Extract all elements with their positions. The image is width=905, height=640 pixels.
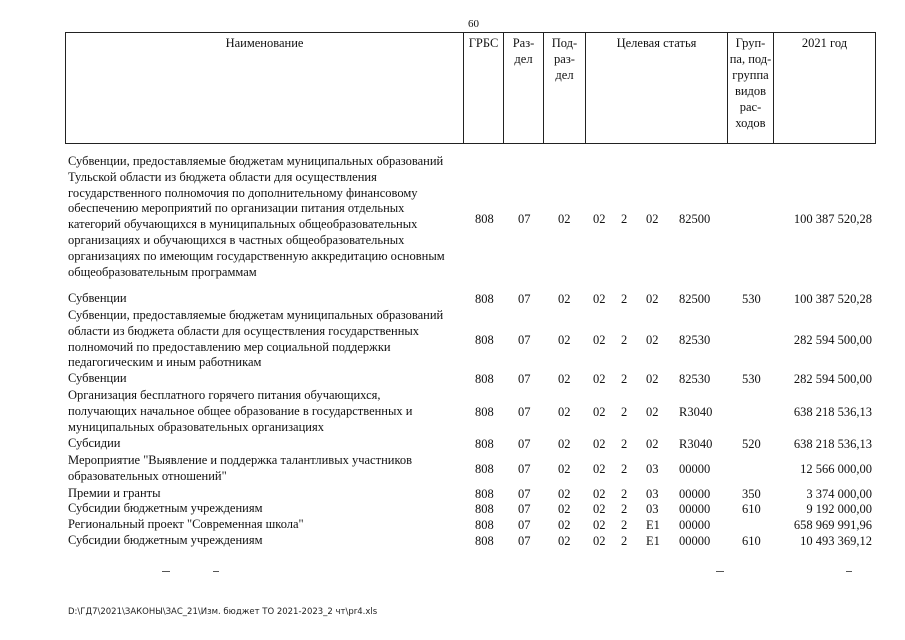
row-name-line: Субвенции [68, 371, 127, 385]
cell-t2: 2 [621, 372, 628, 386]
row-name-line: образовательных отношений" [68, 468, 227, 483]
cell-t3: 02 [646, 292, 659, 306]
cell-group: 530 [742, 372, 761, 386]
cell-t2: 2 [621, 292, 628, 306]
header-group-line: группа [732, 68, 769, 82]
cell-podrazdel: 02 [558, 462, 571, 476]
row-name-line: Субсидии бюджетным учреждениям [68, 501, 263, 515]
row-name [68, 501, 463, 517]
header-group-line: па, под- [729, 52, 772, 66]
cell-t4: 82530 [679, 372, 711, 386]
cell-amount: 638 218 536,13 [793, 405, 872, 419]
cell-t3: 03 [646, 502, 659, 516]
row-name [68, 533, 463, 549]
cell-t2: 2 [621, 437, 628, 451]
cell-t1: 02 [593, 437, 606, 451]
header-grbs [463, 33, 503, 143]
cell-group: 610 [742, 502, 761, 516]
cell-razdel: 07 [518, 462, 531, 476]
cell-t1: 02 [593, 462, 606, 476]
cell-grbs: 808 [475, 518, 494, 532]
cell-razdel: 07 [518, 405, 531, 419]
row-name-line: обеспечению мероприятий по организации питания отдельных [68, 201, 405, 216]
footer-file-path: D:\ГД7\2021\ЗАКОНЫ\ЗАС_21\Изм. бюджет ТО 2021-2023_2 чт\pr4.xls [68, 607, 378, 617]
cell-grbs: 808 [475, 462, 494, 476]
row-name-line: области из бюджета области для осуществления государственных [68, 323, 420, 338]
row-name-line: Субсидии бюджетным учреждениям [68, 533, 263, 547]
header-razdel-line: дел [514, 52, 533, 66]
cell-t1: 02 [593, 405, 606, 419]
cell-t2: 2 [621, 462, 628, 476]
cell-podrazdel: 02 [558, 292, 571, 306]
cell-t3: 02 [646, 372, 659, 386]
row-name-line: Субвенции [68, 291, 127, 305]
cell-group: 520 [742, 437, 761, 451]
header-podrazdel-line: Под- [551, 36, 578, 50]
header-group-line: видов [734, 84, 767, 98]
row-name-line: муниципальных образовательных организациях [68, 419, 324, 434]
scan-mark [846, 571, 852, 572]
header-podrazdel-line: раз- [554, 52, 575, 66]
row-name-line: Субвенции, предоставляемые бюджетам муниципальных образований [68, 154, 444, 168]
cell-grbs: 808 [475, 333, 494, 347]
header-name-label: Наименование [225, 36, 304, 50]
cell-t4: 00000 [679, 534, 711, 548]
cell-razdel: 07 [518, 212, 531, 226]
header-grbs-label: ГРБС [468, 36, 499, 50]
row-name-line: Организация бесплатного горячего питания обучающихся, [68, 388, 381, 402]
cell-razdel: 07 [518, 333, 531, 347]
cell-podrazdel: 02 [558, 437, 571, 451]
row-name-line: организациях и обучающихся в частных общеобразовательных [68, 232, 405, 247]
row-name-line: Субвенции, предоставляемые бюджетам муниципальных образований [68, 308, 444, 322]
cell-t2: 2 [621, 502, 628, 516]
cell-amount: 100 387 520,28 [793, 292, 872, 306]
cell-razdel: 07 [518, 534, 531, 548]
row-name-line: общеобразовательным программам [68, 264, 257, 279]
scan-mark [213, 571, 219, 572]
cell-t2: 2 [621, 212, 628, 226]
cell-group: 610 [742, 534, 761, 548]
cell-t4: 82500 [679, 212, 711, 226]
cell-grbs: 808 [475, 212, 494, 226]
cell-t3: 02 [646, 333, 659, 347]
header-name [66, 33, 463, 143]
header-target-label: Целевая статья [616, 36, 697, 50]
cell-t2: 2 [621, 518, 628, 532]
cell-t2: 2 [621, 487, 628, 501]
cell-group: 350 [742, 487, 761, 501]
cell-grbs: 808 [475, 502, 494, 516]
header-target [585, 33, 727, 143]
cell-podrazdel: 02 [558, 405, 571, 419]
row-name [68, 308, 463, 371]
cell-amount: 282 594 500,00 [793, 333, 872, 347]
cell-grbs: 808 [475, 534, 494, 548]
cell-t4: R3040 [679, 405, 713, 419]
row-name [68, 371, 463, 387]
table-header [65, 32, 876, 144]
row-name [68, 388, 463, 435]
cell-razdel: 07 [518, 502, 531, 516]
row-name-line: Премии и гранты [68, 486, 161, 500]
cell-t3: E1 [646, 534, 660, 548]
cell-podrazdel: 02 [558, 212, 571, 226]
cell-t3: 03 [646, 487, 659, 501]
scan-mark [716, 571, 724, 572]
cell-podrazdel: 02 [558, 372, 571, 386]
cell-t4: 82500 [679, 292, 711, 306]
header-year-label: 2021 год [801, 36, 848, 50]
row-name-line: государственного полномочия по дополнительному финансовому [68, 185, 418, 200]
cell-t3: 02 [646, 212, 659, 226]
row-name-line: педагогическим и иным работникам [68, 355, 262, 370]
cell-t4: 00000 [679, 462, 711, 476]
row-name [68, 291, 463, 307]
cell-amount: 282 594 500,00 [793, 372, 872, 386]
cell-razdel: 07 [518, 487, 531, 501]
cell-t1: 02 [593, 333, 606, 347]
cell-grbs: 808 [475, 405, 494, 419]
row-name-line: полномочий по предоставлению мер социальной поддержки [68, 339, 391, 354]
cell-amount: 3 374 000,00 [806, 487, 872, 501]
cell-podrazdel: 02 [558, 518, 571, 532]
cell-podrazdel: 02 [558, 333, 571, 347]
cell-grbs: 808 [475, 372, 494, 386]
cell-amount: 9 192 000,00 [806, 502, 872, 516]
page-number: 60 [468, 18, 479, 30]
cell-t1: 02 [593, 518, 606, 532]
cell-t1: 02 [593, 292, 606, 306]
row-name [68, 486, 463, 502]
cell-t3: 02 [646, 405, 659, 419]
row-name-line: категорий обучающихся в муниципальных общеобразовательных [68, 217, 418, 232]
cell-t1: 02 [593, 502, 606, 516]
cell-amount: 12 566 000,00 [800, 462, 872, 476]
cell-podrazdel: 02 [558, 487, 571, 501]
header-podrazdel-line: дел [555, 68, 574, 82]
row-name-line: Субсидии [68, 436, 121, 450]
cell-amount: 100 387 520,28 [793, 212, 872, 226]
header-podrazdel [543, 33, 585, 143]
header-group-line: Груп- [735, 36, 766, 50]
row-name-line: Мероприятие "Выявление и поддержка талантливых участников [68, 453, 413, 467]
row-name [68, 436, 463, 452]
header-group [727, 33, 773, 143]
cell-razdel: 07 [518, 372, 531, 386]
row-name-line: Региональный проект "Современная школа" [68, 517, 304, 531]
cell-amount: 658 969 991,96 [793, 518, 872, 532]
cell-t2: 2 [621, 405, 628, 419]
cell-amount: 10 493 369,12 [800, 534, 872, 548]
cell-t4: 82530 [679, 333, 711, 347]
row-name [68, 453, 463, 485]
cell-t4: R3040 [679, 437, 713, 451]
cell-podrazdel: 02 [558, 534, 571, 548]
cell-t2: 2 [621, 534, 628, 548]
header-year [773, 33, 875, 143]
scan-mark [162, 571, 170, 572]
header-group-line: ходов [735, 116, 766, 130]
cell-t4: 00000 [679, 518, 711, 532]
header-group-line: рас- [739, 100, 762, 114]
cell-t3: 02 [646, 437, 659, 451]
cell-t1: 02 [593, 212, 606, 226]
header-razdel-line: Раз- [512, 36, 535, 50]
cell-t3: E1 [646, 518, 660, 532]
header-razdel [503, 33, 543, 143]
cell-group: 530 [742, 292, 761, 306]
row-name [68, 517, 463, 533]
cell-razdel: 07 [518, 518, 531, 532]
cell-grbs: 808 [475, 437, 494, 451]
cell-podrazdel: 02 [558, 502, 571, 516]
cell-t1: 02 [593, 534, 606, 548]
cell-t4: 00000 [679, 487, 711, 501]
cell-t2: 2 [621, 333, 628, 347]
row-name-line: получающих начальное общее образование в государственных и [68, 403, 413, 418]
row-name-line: организациях по имеющим государственную аккредитацию основным [68, 248, 445, 263]
cell-razdel: 07 [518, 292, 531, 306]
cell-razdel: 07 [518, 437, 531, 451]
cell-grbs: 808 [475, 487, 494, 501]
cell-amount: 638 218 536,13 [793, 437, 872, 451]
row-name [68, 154, 463, 280]
cell-t3: 03 [646, 462, 659, 476]
cell-t1: 02 [593, 372, 606, 386]
cell-t1: 02 [593, 487, 606, 501]
row-name-line: Тульской области из бюджета области для осуществления [68, 169, 377, 184]
cell-grbs: 808 [475, 292, 494, 306]
cell-t4: 00000 [679, 502, 711, 516]
